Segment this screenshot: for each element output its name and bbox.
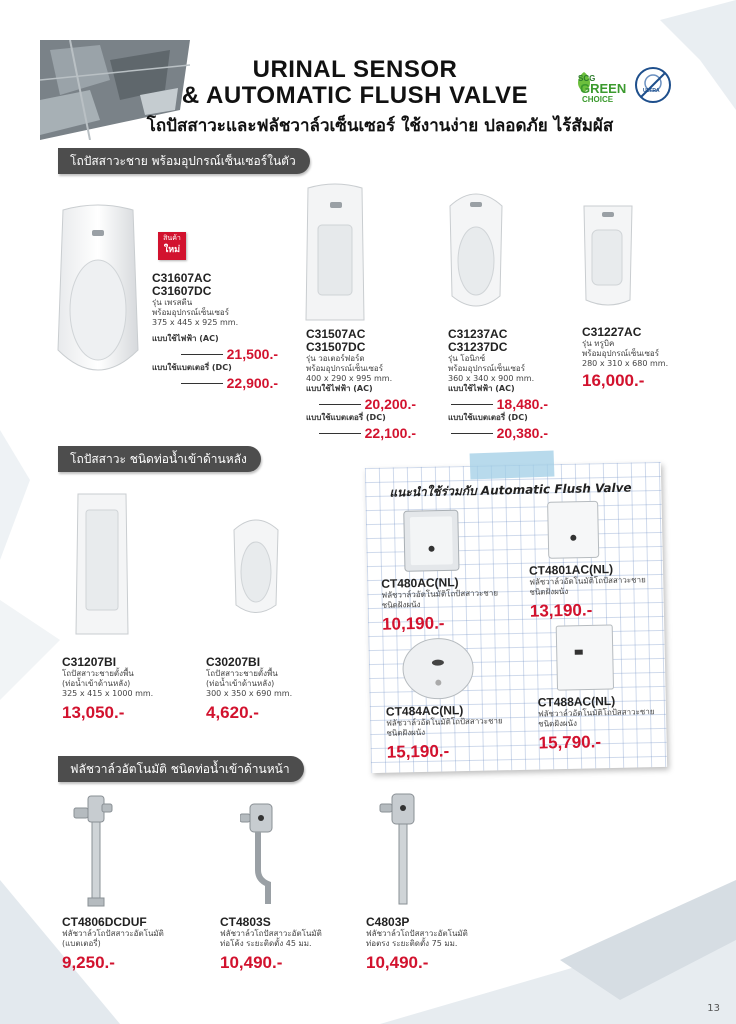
dc-label: แบบใช้แบตเตอรี่ (DC) [448, 413, 528, 422]
product-code: C31227AC [582, 325, 642, 339]
product-desc: (แบตเตอรี่) [62, 939, 101, 948]
product-desc: ฟลัชวาล์วอัตโนมัติโถปัสสาวะชาย [529, 575, 646, 587]
product-code: CT480AC(NL) [381, 575, 459, 591]
product-code: C31507AC [306, 327, 366, 341]
product-desc: ฟลัชวาล์วอัตโนมัติโถปัสสาวะชาย [386, 716, 503, 728]
product-code: CT484AC(NL) [385, 703, 464, 719]
product-code: CT4803S [220, 915, 271, 929]
section-header-rear-inlet: โถปัสสาวะ ชนิดท่อน้ำเข้าด้านหลัง [58, 446, 261, 472]
product-desc: พร้อมอุปกรณ์เซ็นเซอร์ [448, 364, 525, 373]
product-desc: ท่อโค้ง ระยะติดตั้ง 45 มม. [220, 939, 312, 948]
product-size: 360 x 340 x 900 mm. [448, 374, 535, 383]
product-c31237 [448, 328, 588, 442]
product-model: รุ่น วอเตอร์ฟอร์ด [306, 354, 365, 363]
flush-valve-image-ct484 [400, 636, 475, 702]
product-price: 15,790.- [538, 732, 602, 753]
product-code: C31607AC [152, 271, 212, 285]
product-desc: ชนิดฝังผนัง [381, 599, 421, 610]
card-item-ct484 [386, 703, 527, 763]
product-size: 325 x 415 x 1000 mm. [62, 689, 154, 698]
product-c30207 [206, 656, 356, 723]
urinal-image-c31237 [444, 186, 508, 316]
price-row [448, 423, 588, 442]
price-ac: 18,480.- [496, 396, 548, 412]
urinal-image-c31507 [300, 180, 370, 325]
ac-label: แบบใช้ไฟฟ้า (AC) [152, 334, 219, 343]
price-dc: 20,380.- [496, 425, 548, 441]
product-size: 280 x 310 x 680 mm. [582, 359, 669, 368]
ultra-badge [634, 66, 672, 104]
price-ac: 21,500.- [226, 346, 278, 362]
product-code: CT488AC(NL) [537, 693, 616, 710]
product-c31227 [582, 326, 722, 391]
product-desc: ฟลัชวาล์วโถปัสสาวะอัตโนมัติ [62, 929, 164, 938]
price-row [448, 394, 588, 413]
product-desc: ฟลัชวาล์วอัตโนมัติโถปัสสาวะชาย [381, 588, 499, 600]
recommendation-card [365, 462, 667, 773]
dc-label: แบบใช้แบตเตอรี่ (DC) [152, 363, 232, 372]
product-ct4803s [220, 916, 370, 973]
page-subtitle: โถปัสสาวะและฟลัชวาล์วเซ็นเซอร์ ใช้งานง่าย ปลอดภัย ไร้สัมผัส [146, 116, 614, 136]
badge-green-text: GREEN [580, 81, 627, 96]
product-size: 400 x 290 x 995 mm. [306, 374, 393, 383]
product-c4803p [366, 916, 516, 973]
badge-choice-text: CHOICE [582, 95, 614, 104]
product-price: 13,190.- [529, 600, 593, 621]
urinal-image-c31207 [72, 490, 132, 640]
product-price: 10,190.- [381, 613, 445, 634]
price-dash [319, 404, 361, 405]
new-badge-line2: ใหม่ [163, 245, 181, 255]
product-code: C31507DC [306, 340, 366, 354]
price-dash [451, 433, 493, 434]
product-code: C4803P [366, 915, 410, 929]
product-desc: ฟลัชวาล์วโถปัสสาวะอัตโนมัติ [220, 929, 322, 938]
card-item-ct488 [538, 694, 679, 754]
urinal-image-c31227 [578, 200, 638, 310]
dc-label: แบบใช้แบตเตอรี่ (DC) [306, 413, 386, 422]
product-c31207 [62, 656, 212, 723]
urinal-image-c31607 [48, 200, 148, 390]
product-model: รุ่น โอนิกซ์ [448, 354, 486, 363]
card-item-ct4801 [529, 562, 670, 622]
product-desc: (ท่อน้ำเข้าด้านหลัง) [206, 679, 275, 688]
product-price: 9,250.- [62, 953, 115, 972]
product-code: C31207BI [62, 655, 117, 669]
product-desc: พร้อมอุปกรณ์เซ็นเซอร์ [582, 349, 659, 358]
ac-label: แบบใช้ไฟฟ้า (AC) [306, 384, 373, 393]
product-desc: พร้อมอุปกรณ์เซ็นเซอร์ [152, 308, 229, 317]
flush-valve-image-ct4803s [240, 800, 284, 910]
product-desc: โถปัสสาวะชายตั้งพื้น [206, 669, 278, 678]
price-dash [319, 433, 361, 434]
product-desc: ชนิดฝังผนัง [538, 718, 578, 729]
card-title: แนะนำใช้ร่วมกับ Automatic Flush Valve [389, 480, 632, 500]
flush-valve-image-c4803p [378, 790, 422, 910]
product-desc: ฟลัชวาล์วอัตโนมัติโถปัสสาวะชาย [537, 707, 655, 719]
price-row [306, 423, 446, 442]
scg-green-choice-logo [574, 66, 630, 106]
product-ct4806 [62, 916, 212, 973]
product-model: รุ่น ทรูบิค [582, 339, 615, 348]
flush-valve-image-ct4801 [546, 499, 601, 560]
product-desc: พร้อมอุปกรณ์เซ็นเซอร์ [306, 364, 383, 373]
flush-valve-image-ct480 [402, 508, 461, 573]
price-dash [181, 383, 223, 384]
product-price: 16,000.- [582, 371, 645, 390]
price-dc: 22,900.- [226, 375, 278, 391]
page-title-line1: URINAL SENSOR [252, 56, 458, 83]
product-code: C31607DC [152, 284, 212, 298]
product-desc: ท่อตรง ระยะติดตั้ง 75 มม. [366, 939, 458, 948]
price-row [306, 394, 446, 413]
price-row [152, 344, 292, 363]
section-header-sensor: โถปัสสาวะชาย พร้อมอุปกรณ์เซ็นเซอร์ในตัว [58, 148, 310, 174]
product-c31607 [152, 272, 292, 328]
urinal-image-c30207 [226, 510, 286, 620]
price-dash [451, 404, 493, 405]
product-code: CT4801AC(NL) [528, 561, 614, 578]
ac-label: แบบใช้ไฟฟ้า (AC) [448, 384, 515, 393]
product-price: 4,620.- [206, 703, 259, 722]
new-badge-line1: สินค้า [163, 234, 181, 242]
price-ac: 20,200.- [364, 396, 416, 412]
new-product-badge [158, 232, 186, 260]
product-model: รุ่น เพรสตีน [152, 298, 193, 307]
product-price: 10,490.- [220, 953, 283, 972]
flush-valve-image-ct4806 [70, 790, 120, 910]
product-desc: ชนิดฝังผนัง [386, 727, 426, 738]
product-price: 15,190.- [386, 741, 450, 762]
page-title-line2: & AUTOMATIC FLUSH VALVE [181, 82, 529, 109]
product-code: CT4806DCDUF [62, 915, 147, 929]
section-header-flush-front: ฟลัชวาล์วอัตโนมัติ ชนิดท่อน้ำเข้าด้านหน้า [58, 756, 304, 782]
product-desc: (ท่อน้ำเข้าด้านหลัง) [62, 679, 131, 688]
tape-decoration [470, 451, 555, 480]
product-size: 300 x 350 x 690 mm. [206, 689, 293, 698]
product-price: 13,050.- [62, 703, 125, 722]
price-dash [181, 354, 223, 355]
product-code: C31237DC [448, 340, 508, 354]
product-code: C30207BI [206, 655, 261, 669]
product-code: C31237AC [448, 327, 508, 341]
product-c31507 [306, 328, 446, 442]
price-dc: 22,100.- [364, 425, 416, 441]
flush-valve-image-ct488 [554, 623, 615, 692]
product-desc: ชนิดฝังผนัง [529, 586, 569, 597]
product-price: 10,490.- [366, 953, 429, 972]
no-bacteria-icon [634, 66, 672, 104]
badge-scg-text: SCG [578, 74, 596, 83]
card-item-ct480 [381, 575, 522, 635]
product-size: 375 x 445 x 925 mm. [152, 318, 239, 327]
product-desc: ฟลัชวาล์วโถปัสสาวะอัตโนมัติ [366, 929, 468, 938]
product-desc: โถปัสสาวะชายตั้งพื้น [62, 669, 134, 678]
price-row [152, 373, 292, 392]
price-block-c31607 [152, 334, 292, 392]
badge-ultra-text: ULTRA [643, 88, 660, 94]
page-number: 13 [707, 1003, 720, 1014]
